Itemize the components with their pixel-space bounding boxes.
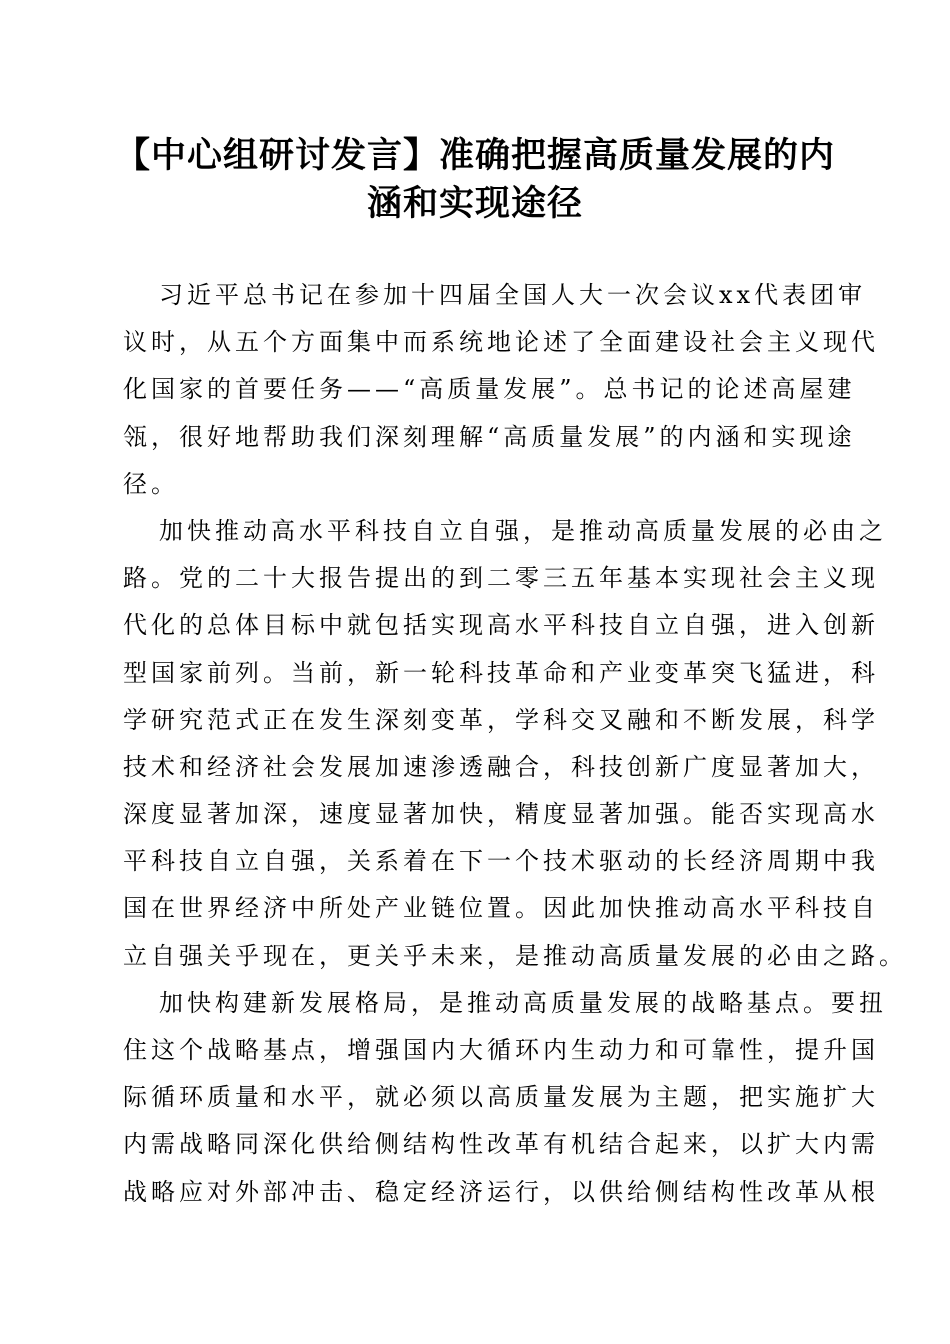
text-line: 平科技自立自强，关系着在下一个技术驱动的长经济周期中我: [123, 847, 879, 876]
text-line: 议时，从五个方面集中而系统地论述了全面建设社会主义现代: [123, 328, 879, 357]
title-line: 涵和实现途径: [366, 183, 583, 224]
text-line: 内需战略同深化供给侧结构性改革有机结合起来，以扩大内需: [123, 1130, 879, 1159]
text-line: 际循环质量和水平，就必须以高质量发展为主题，把实施扩大: [123, 1083, 879, 1112]
text-line: 技术和经济社会发展加速渗透融合，科技创新广度显著加大，: [123, 752, 879, 781]
text-line: 型国家前列。当前，新一轮科技革命和产业变革突飞猛进，科: [123, 658, 879, 687]
title-line: 【中心组研讨发言】准确把握高质量发展的内: [114, 135, 835, 176]
text-line: 住这个战略基点，增强国内大循环内生动力和可靠性，提升国: [123, 1036, 879, 1064]
text-line: 代化的总体目标中就包括实现高水平科技自立自强，进入创新: [123, 611, 879, 640]
text-line: 径。: [123, 469, 179, 498]
text-line: 瓴，很好地帮助我们深刻理解“高质量发展”的内涵和实现途: [123, 422, 856, 451]
paragraph: [123, 980, 887, 1216]
paragraph: [123, 272, 879, 508]
paragraph: [123, 508, 907, 980]
text-line: 加快构建新发展格局，是推动高质量发展的战略基点。要扭: [159, 988, 887, 1017]
text-line: 立自强关乎现在，更关乎未来，是推动高质量发展的必由之路。: [123, 941, 907, 970]
text-line: 深度显著加深，速度显著加快，精度显著加强。能否实现高水: [123, 800, 879, 829]
document-title: [100, 132, 850, 228]
text-line: 战略应对外部冲击、稳定经济运行，以供给侧结构性改革从根: [123, 1177, 879, 1206]
text-line: 习近平总书记在参加十四届全国人大一次会议xx代表团审: [159, 281, 867, 309]
document-body: [123, 272, 907, 1216]
text-line: 国在世界经济中所处产业链位置。因此加快推动高水平科技自: [123, 894, 879, 923]
text-line: 学研究范式正在发生深刻变革，学科交叉融和不断发展，科学: [123, 705, 879, 734]
text-line: 化国家的首要任务——“高质量发展”。总书记的论述高屋建: [123, 375, 856, 404]
text-line: 路。党的二十大报告提出的到二零三五年基本实现社会主义现: [123, 564, 879, 593]
text-line: 加快推动高水平科技自立自强，是推动高质量发展的必由之: [159, 516, 887, 545]
